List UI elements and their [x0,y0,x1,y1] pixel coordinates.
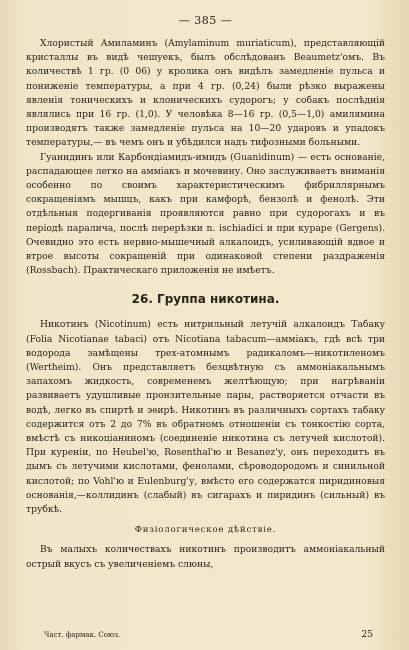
subsection-heading: Физіологическое дѣйствіе. [134,525,277,536]
paragraph-guanidine: Гуанидинъ или Карбондіамидъ-имидъ (Guanidinum) — есть основаніе, распадающее легко на аммiакъ и мочевину. Оно заслуживаетъ вниманія особенно по своимъ характеристическимъ фибриллярнымъ сокращеніямъ мышцъ, какъ при камфорѣ, бензолѣ и фенолѣ. Эти отдѣльныя подергиванія проявляются равно при судорогахъ и въ періодѣ паралича, послѣ перерѣзки n. ischiadici и при кураре (Gergens). Очевидно это есть нервно-мышечный алкалоидъ, усиливающій вдвое и втрое высоты сокращеній при одинаковой степени раздраженія (Rossbach). Практическаго приложенія не имѣетъ. [26,151,385,277]
page-number: — 385 — [178,14,233,27]
page-footer [44,630,373,640]
footer-signature-right: 25 [361,630,373,640]
paragraph-nicotine: Никотинъ (Nicotinum) есть нитрильный летучій алкалоидъ Табаку (Folia Nicotianae tabaci) отъ Nicotiana tabacum—аммiакъ, гдѣ всѣ три водорода замѣщены трех-атомнымъ радикаломъ—никотиленомъ (Wertheim). Онъ представляетъ безцвѣтную съ аммоніакальнымъ запахомъ жидкость, современемъ желтѣющую; при нагрѣваніи развиваетъ удушливые пронзительные пары, растворяется отчасти въ водѣ, легко въ спиртѣ и эѳирѣ. Никотинъ въ различныхъ сортахъ табаку содержится отъ 2 до 7% въ обратномъ отношеніи съ тонкостію сорта, вмѣстѣ съ никоціаниномъ (соединеніе никотина съ летучей кислотой). При куреніи, по Heubel'ю, Rosenthal'ю и Besanez'у, онъ переходитъ въ дымъ съ летучими кислотами, фенолами, сѣроводородомъ и синильной кислотой; по Vohl'ю и Eulenburg'у, вмѣсто его содержатся пиридиновыя основанія,—коллидинъ (слабый) въ сигарахъ и пиридинъ (сильный) въ трубкѣ. [26,319,385,516]
paragraph-amylamine: Хлористый Амиламинъ (Amylaminum muriaticum), представляющій кристаллы въ видѣ чешуекъ, былъ обслѣдованъ Beaumetz'омъ. Въ количествѣ 1 гр. (0 06) у кролика онъ видѣлъ замедленіе пульса и пониженіе температуры, а при 4 гр. (0,24) были рѣзко выражены явленія тоническихъ и клоническихъ судорогъ; у собакъ послѣднія являлись при 16 гр. (1,0). У человѣка 8—16 гр. (0,5—1,0) амилямина производятъ также замедленіе пульса на 10—20 ударовъ и упадокъ температуры,— въ чемъ онъ и убѣдился надъ тифозными больными. [26,38,385,149]
paragraph-last-line: Въ малыхъ количествахъ никотинъ производитъ аммоніакальный острый вкусъ съ увеличеніемъ слюны, [26,544,385,570]
section-title: 26. Группа никотина. [131,292,280,307]
footer-signature-left: Част. фармак. Союз. [44,631,121,639]
